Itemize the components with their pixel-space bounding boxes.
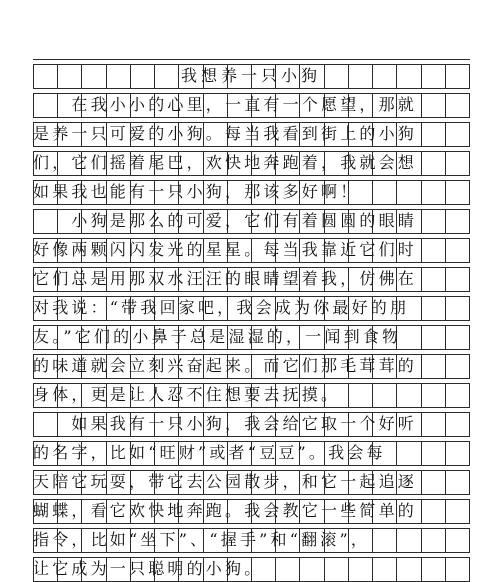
- grid-line: [469, 296, 470, 320]
- grid-line: [33, 523, 470, 524]
- essay-line: 的味道就会立刻兴奋起来。而它们那毛茸茸的: [33, 356, 418, 375]
- essay-line: 天陪它玩耍，带它去公园散步，和它一起追逐: [33, 472, 418, 491]
- grid-line: [33, 378, 470, 379]
- grid-line: [469, 354, 470, 378]
- essay-line: 小狗是那么的可爱，它们有着圆圆的眼睛: [33, 211, 418, 230]
- grid-line: [33, 494, 470, 495]
- grid-line: [469, 93, 470, 117]
- essay-line: 对我说：“带我回家吧，我会成为你最好的朋: [33, 298, 410, 317]
- grid-line: [469, 151, 470, 175]
- grid-line: [33, 349, 470, 350]
- grid-line: [33, 117, 470, 118]
- grid-line: [469, 557, 470, 581]
- grid-line: [469, 122, 470, 146]
- grid-line: [33, 146, 470, 147]
- grid-line: [469, 209, 470, 233]
- essay-line: 们，它们摇着尾巴，欢快地奔跑着，我就会想: [33, 153, 418, 172]
- grid-line: [469, 441, 470, 465]
- grid-line: [33, 320, 470, 321]
- grid-line: [469, 528, 470, 552]
- essay-line: 的名字，比如“旺财”或者“豆豆”。我会每: [33, 443, 386, 462]
- grid-line: [469, 267, 470, 291]
- essay-line: 好像两颗闪闪发光的星星。每当我靠近它们时: [33, 240, 418, 259]
- essay-line: 如果我也能有一只小狗，那该多好啊！: [33, 182, 360, 201]
- grid-line: [469, 499, 470, 523]
- grid-line: [469, 325, 470, 349]
- essay-line: 蝴蝶，看它欢快地奔跑。我会教它一些简单的: [33, 501, 418, 520]
- essay-line: 让它成为一只聪明的小狗。: [33, 559, 264, 578]
- grid-line: [33, 88, 470, 89]
- essay-line: 友。”它们的小鼻子总是湿湿的，一闻到食物: [33, 327, 402, 346]
- grid-line: [33, 291, 470, 292]
- grid-line: [469, 64, 470, 88]
- essay-line: 它们总是用那双水汪汪的眼睛望着我，仿佛在: [33, 269, 418, 288]
- grid-line: [33, 175, 470, 176]
- grid-line: [33, 262, 470, 263]
- grid-line: [33, 552, 470, 553]
- grid-line: [33, 407, 470, 408]
- grid-line: [33, 233, 470, 234]
- grid-line: [469, 383, 470, 407]
- grid-line: [469, 180, 470, 204]
- grid-line: [33, 465, 470, 466]
- essay-line: 身体，更是让人忍不住想要去抚摸。: [33, 385, 341, 404]
- grid-line: [33, 436, 470, 437]
- essay-line: 在我小小的心里，一直有一个愿望，那就: [33, 95, 418, 114]
- grid-line: [469, 238, 470, 262]
- grid-line: [469, 412, 470, 436]
- essay-title: 我想养一只小狗: [180, 66, 321, 85]
- grid-line: [33, 59, 470, 60]
- grid-line: [33, 204, 470, 205]
- grid-line: [469, 470, 470, 494]
- essay-line: 指令，比如“坐下”、“握手”和“翻滚”，: [33, 530, 371, 549]
- essay-line: 是养一只可爱的小狗。每当我看到街上的小狗: [33, 124, 418, 143]
- essay-line: 如果我有一只小狗，我会给它取一个好听: [33, 414, 418, 433]
